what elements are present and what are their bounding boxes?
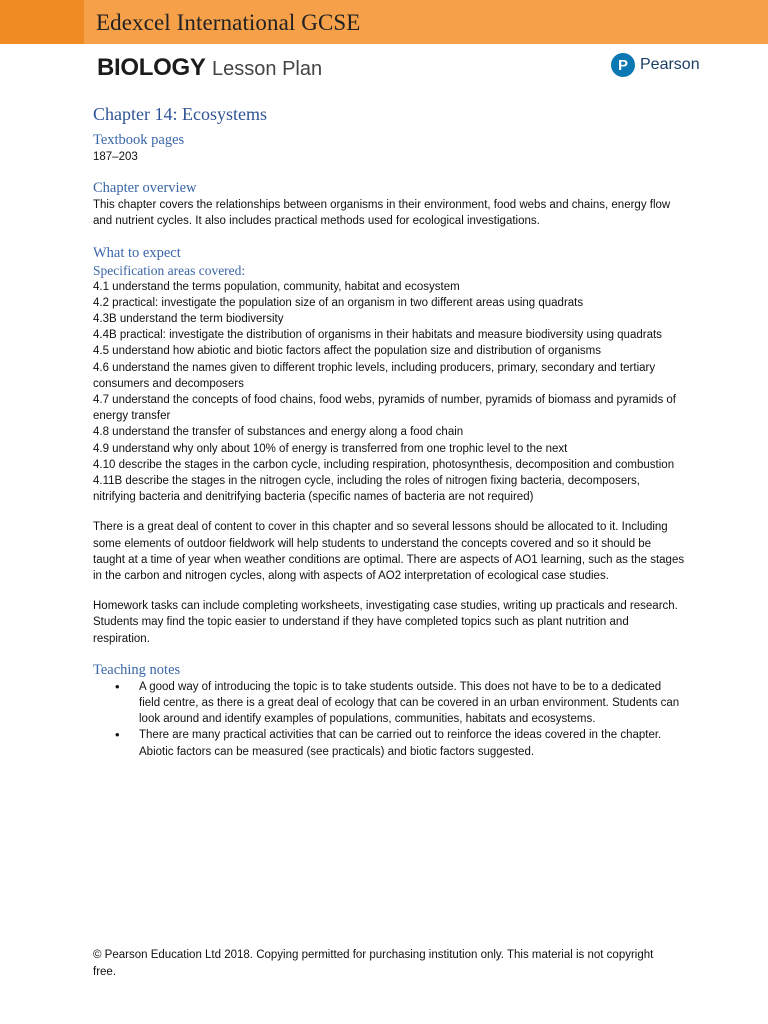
teaching-note-item: • A good way of introducing the topic is to take students outside. This does not have to be to a dedicated field centre, as there is a great deal of ecology that can be covered in an urban environment. Students can look around and identify examples of populations, communities, habitats and ecosystems. — [113, 679, 685, 728]
spec-item: 4.5 understand how abiotic and biotic factors affect the population size and distribution of organisms — [93, 345, 602, 358]
spec-item: 4.6 understand the names given to different trophic levels, including producers, primary, secondary and tertiary consumers and decomposers — [93, 361, 656, 390]
subject-title — [97, 54, 322, 84]
spec-item: 4.8 understand the transfer of substances and energy along a food chain — [93, 426, 464, 439]
spec-item: 4.7 understand the concepts of food chains, food webs, pyramids of number, pyramids of biomass and pyramids of energy transfer — [93, 394, 676, 423]
chapter-overview-text: This chapter covers the relationships between organisms in their environment, food webs and chains, energy flow and nutrient cycles. It also includes practical methods used for ecological investigations. — [93, 199, 671, 228]
document-type: Lesson Plan — [212, 58, 323, 80]
pearson-p-icon: P — [611, 53, 635, 77]
subject-name: BIOLOGY — [97, 54, 206, 81]
qualification-title: Edexcel International GCSE — [96, 10, 361, 35]
specification-heading: Specification areas covered: — [93, 262, 246, 278]
chapter-overview-heading: Chapter overview — [93, 180, 197, 197]
spec-item: 4.11B describe the stages in the nitrogen cycle, including the roles of nitrogen fixing bacteria, decomposers, nitrifying bacteria and denitrifying bacteria (specific names of bacteria are not required) — [93, 475, 640, 504]
teaching-note-item: • There are many practical activities that can be carried out to reinforce the ideas covered in the chapter. Abiotic factors can be measured (see practicals) and biotic factors suggested. — [113, 727, 685, 759]
pearson-logo — [611, 52, 700, 78]
textbook-pages-heading: Textbook pages — [93, 132, 185, 148]
teaching-notes-list — [113, 679, 685, 760]
teaching-notes-heading: Teaching notes — [93, 661, 181, 678]
lesson-plan-body — [93, 104, 685, 760]
textbook-pages-value: 187–203 — [93, 151, 138, 163]
homework-paragraph: Homework tasks can include completing worksheets, investigating case studies, writing up practicals and research. Students may find the topic easier to understand if they have completed topics such as plant nutrition and respiration. — [93, 600, 678, 645]
chapter-title: Chapter 14: Ecosystems — [93, 104, 267, 124]
spec-item: 4.10 describe the stages in the carbon cycle, including respiration, photosynthesis, decomposition and combustion — [93, 458, 675, 471]
spec-item: 4.1 understand the terms population, community, habitat and ecosystem — [93, 280, 460, 293]
copyright-notice: © Pearson Education Ltd 2018. Copying permitted for purchasing institution only. This material is not copyright free. — [93, 949, 654, 978]
what-to-expect-heading: What to expect — [93, 244, 181, 261]
spec-item: 4.9 understand why only about 10% of energy is transferred from one trophic level to the next — [93, 442, 568, 455]
specification-list — [93, 279, 685, 506]
spec-item: 4.3B understand the term biodiversity — [93, 313, 284, 326]
content-paragraph: There is a great deal of content to cover in this chapter and so several lessons should be allocated to it. Including some elements of outdoor fieldwork will help students to understand the concepts covered and so it should be taught at a time of year when weather conditions are optimal. There are aspects of AO1 learning, such as the stages in the carbon and nitrogen cycles, along with aspects of AO2 interpretation of ecological case studies. — [93, 521, 685, 583]
pearson-wordmark: Pearson — [640, 56, 700, 73]
spec-item: 4.2 practical: investigate the population size of an organism in two different areas using quadrats — [93, 296, 584, 309]
spec-item: 4.4B practical: investigate the distribution of organisms in their habitats and measure biodiversity using quadrats — [93, 329, 662, 342]
